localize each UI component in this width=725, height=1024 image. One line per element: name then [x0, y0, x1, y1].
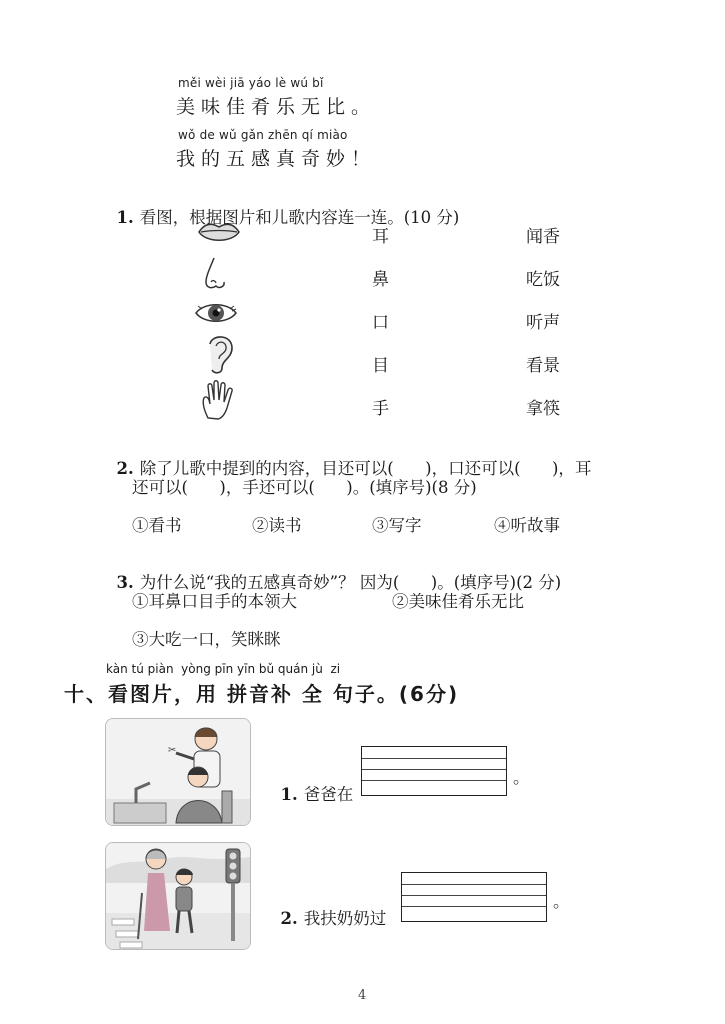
q1-number: 1.	[116, 208, 134, 227]
q3-prompt	[106, 550, 561, 593]
barber-scene-picture	[105, 718, 251, 826]
sentence1-text: 爸爸在	[303, 785, 354, 804]
crossing-street-picture	[105, 842, 251, 950]
poem-line1-pinyin: měi wèi jiā yáo lè wú bǐ	[178, 76, 324, 90]
action-smell[interactable]: 闻香	[526, 227, 560, 247]
svg-text:✂: ✂	[168, 745, 177, 756]
poem-line1-text: 美味佳肴乐无比。	[176, 96, 377, 118]
q2-option-2: ②读书	[252, 516, 302, 535]
organ-mouth[interactable]: 口	[372, 313, 389, 333]
barber-scene-illustration	[106, 719, 250, 825]
q2-option-1: ①看书	[132, 516, 182, 535]
nose-icon[interactable]	[200, 256, 232, 292]
organ-eye[interactable]: 目	[372, 356, 389, 376]
sentence1-pinyin-writing-box[interactable]	[361, 746, 507, 796]
q2-line1	[106, 436, 591, 479]
sentence2	[270, 886, 386, 929]
section10-pinyin: kàn tú piàn yòng pīn yīn bǔ quán jù zi	[106, 662, 341, 676]
q2-option-3: ③写字	[372, 516, 422, 535]
q1-text: 看图，根据图片和儿歌内容连一连。(10 分)	[139, 208, 460, 227]
q3-option-3: ③大吃一口，笑眯眯	[132, 630, 281, 649]
q2-number: 2.	[116, 459, 134, 478]
poem-line2-pinyin: wǒ de wǔ gǎn zhēn qí miào	[178, 128, 348, 142]
action-listen[interactable]: 听声	[526, 313, 560, 333]
organ-ear[interactable]: 耳	[372, 227, 389, 247]
sentence2-pinyin-writing-box[interactable]	[401, 872, 547, 922]
page-number: 4	[358, 988, 367, 1003]
ear-icon[interactable]	[202, 334, 236, 376]
poem-line2-text: 我的五感真奇妙！	[176, 148, 377, 170]
q3-option-2: ②美味佳肴乐无比	[392, 592, 524, 611]
q2-option-4: ④听故事	[494, 516, 560, 535]
sentence2-text: 我扶奶奶过	[303, 909, 387, 928]
q3-number: 3.	[116, 573, 134, 592]
q3-text: 为什么说“我的五感真奇妙”？ 因为( )。(填序号)(2 分)	[139, 573, 562, 592]
sentence1-number: 1.	[280, 785, 298, 804]
lips-icon[interactable]	[196, 218, 242, 246]
action-look[interactable]: 看景	[526, 356, 560, 376]
sentence1	[270, 762, 353, 805]
sentence2-number: 2.	[280, 909, 298, 928]
action-chopsticks[interactable]: 拿筷	[526, 399, 560, 419]
section10-title: 十、看图片，用 拼音补 全 句子。(6分)	[64, 682, 460, 706]
sentence2-end-punctuation: 。	[553, 892, 570, 911]
organ-nose[interactable]: 鼻	[372, 270, 389, 290]
eye-icon[interactable]	[194, 300, 238, 326]
q2-text-line1: 除了儿歌中提到的内容，目还可以( )，口还可以( )，耳	[139, 459, 592, 478]
q1-prompt	[106, 185, 459, 228]
sentence1-end-punctuation: 。	[513, 768, 530, 787]
q2-text-line2: 还可以( )，手还可以( )。(填序号)(8 分)	[132, 478, 477, 497]
hand-icon[interactable]	[200, 380, 238, 420]
organ-hand[interactable]: 手	[372, 399, 389, 419]
crossing-street-illustration	[106, 843, 250, 949]
q3-option-1: ①耳鼻口目手的本领大	[132, 592, 297, 611]
action-eat[interactable]: 吃饭	[526, 270, 560, 290]
